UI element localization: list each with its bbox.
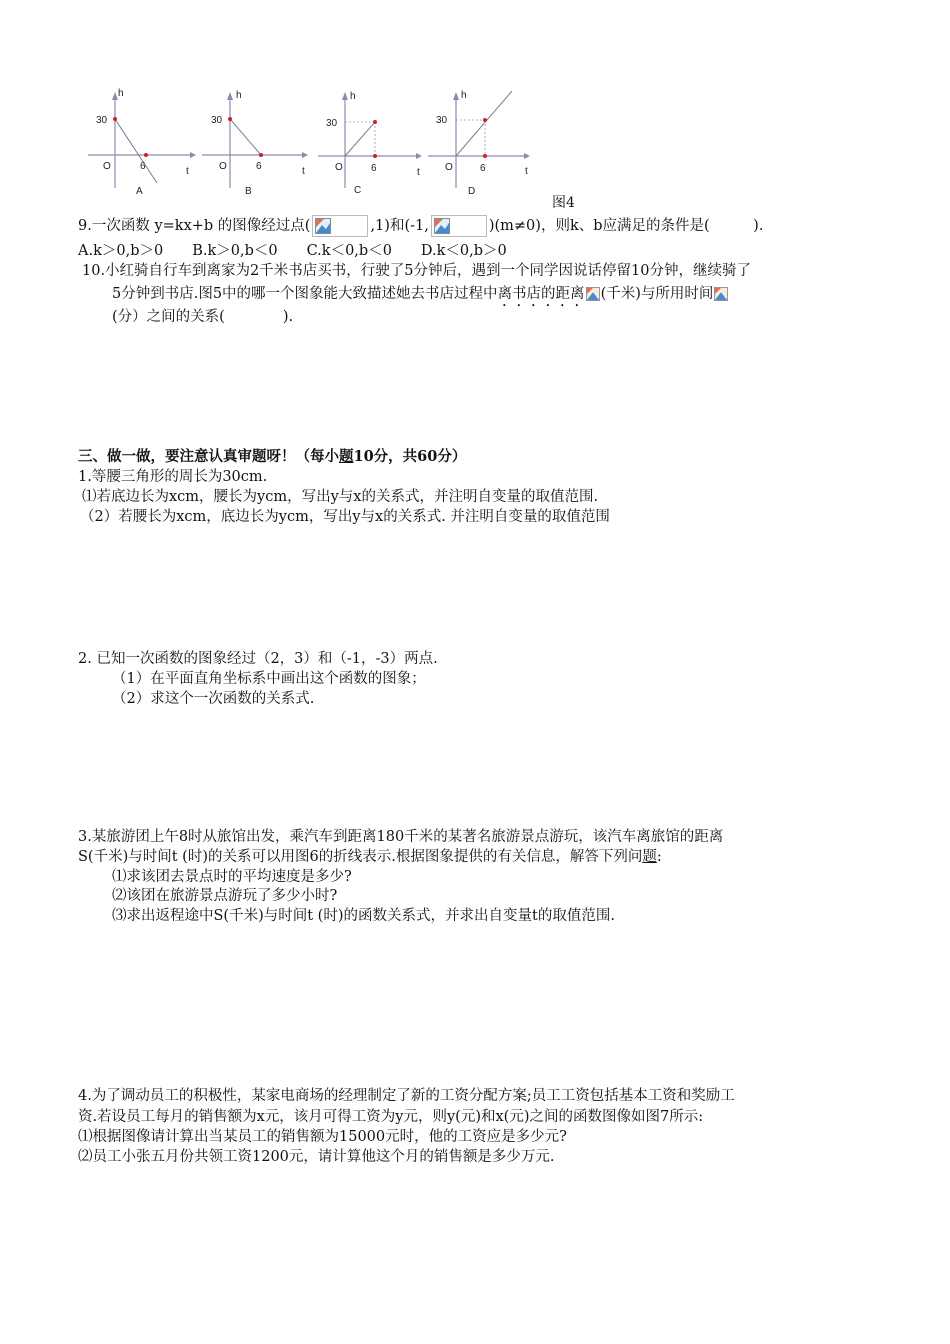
- graph-b: [202, 88, 314, 200]
- problem-1-sub-1: ⑴若底边长为xcm，腰长为ycm，写出y与x的关系式，并注明自变量的取值范围.: [82, 489, 599, 505]
- y-tick-label: 30: [96, 115, 108, 126]
- axis-label-t: t: [525, 166, 528, 177]
- problem-2-sub-1: （1）在平面直角坐标系中画出这个函数的图象；: [112, 671, 426, 687]
- problem-3-text-2a: S(千米)与时间t (时)的关系可以用图6的折线表示.根据图象提供的有关信息，解答下列问: [78, 849, 643, 865]
- graph-d-plot: [428, 88, 540, 200]
- question-9-text-3: )(m≠0)，则k、b应满足的条件是( ).: [488, 218, 764, 234]
- broken-image-placeholder: [431, 215, 487, 237]
- x-tick-label: 6: [140, 161, 146, 172]
- axis-label-t: t: [186, 166, 189, 177]
- figure-4-caption: 图4: [552, 195, 575, 211]
- axis-label-h: h: [350, 91, 356, 102]
- origin-label: O: [335, 162, 343, 173]
- graph-d: [428, 88, 540, 200]
- section-3-heading-text-b: 题: [339, 448, 354, 465]
- problem-4-sub-2: ⑵员工小张五月份共领工资1200元，请计算他这个月的销售额是多少万元.: [78, 1149, 555, 1165]
- x-tick-label: 6: [480, 163, 486, 174]
- problem-4-sub-1: ⑴根据图像请计算出当某员工的销售额为15000元时，他的工资应是多少元?: [78, 1129, 567, 1145]
- x-tick-label: 6: [256, 161, 262, 172]
- y-tick-label: 30: [436, 115, 448, 126]
- problem-4-line-2: 资.若设员工每月的销售额为x元，该月可得工资为y元，则y(元)和x(元)之间的函数图像如图7所示:: [78, 1109, 704, 1125]
- problem-4-line-1: 4.为了调动员工的积极性，某家电商场的经理制定了新的工资分配方案;员工工资包括基本工资和奖励工: [78, 1088, 735, 1104]
- graph-c-plot: [318, 88, 430, 200]
- y-tick-label: 30: [326, 118, 338, 129]
- image-icon: [586, 287, 600, 301]
- axis-label-t: t: [302, 166, 305, 177]
- section-3-heading: [78, 445, 466, 466]
- graph-c: [318, 88, 430, 200]
- problem-2-sub-2: （2）求这个一次函数的关系式.: [112, 691, 315, 707]
- problem-3-sub-3: ⑶求出返程途中S(千米)与时间t (时)的函数关系式，并求出自变量t的取值范围.: [112, 908, 615, 924]
- graph-a: [88, 88, 200, 200]
- problem-3-sub-1: ⑴求该团去景点时的平均速度是多少?: [112, 869, 352, 885]
- question-10-text-2a: 5分钟到书店.图5中的哪一个图象能大致描述她去书店过程中: [112, 286, 498, 302]
- broken-image-placeholder: [312, 215, 368, 237]
- problem-3-sub-2: ⑵该团在旅游景点游玩了多少小时?: [112, 888, 338, 904]
- question-9-text-2: ,1)和(-1,: [370, 218, 429, 234]
- problem-3-line-1: 3.某旅游团上午8时从旅馆出发，乘汽车到距离180千米的某著名旅游景点游玩，该汽车离旅馆的距离: [78, 829, 724, 845]
- problem-3-text-2c: :: [656, 849, 662, 865]
- graph-letter: B: [245, 186, 252, 197]
- section-3-heading-text-a: 三、做一做，要注意认真审题呀！（每小: [78, 448, 339, 465]
- graph-letter: C: [354, 185, 362, 196]
- graph-a-plot: [88, 88, 200, 200]
- x-tick-label: 6: [371, 163, 377, 174]
- y-tick-label: 30: [211, 115, 223, 126]
- graph-letter: D: [468, 186, 476, 197]
- axis-label-h: h: [118, 88, 124, 99]
- problem-1-title: 1.等腰三角形的周长为30cm.: [78, 469, 268, 485]
- origin-label: O: [219, 161, 227, 172]
- problem-3-line-2: [78, 845, 662, 866]
- origin-label: O: [103, 161, 111, 172]
- question-10-text-2c: (千米)与所用时间: [600, 286, 714, 302]
- origin-label: O: [445, 162, 453, 173]
- image-icon: [714, 287, 728, 301]
- question-9-options: A.k＞0,b＞0 B.k＞0,b＜0 C.k＜0,b＜0 D.k＜0,b＞0: [78, 243, 507, 259]
- axis-label-h: h: [461, 90, 467, 101]
- problem-3-text-2b: 题: [642, 849, 657, 865]
- axis-label-h: h: [236, 90, 242, 101]
- question-9: [78, 214, 763, 237]
- graph-letter: A: [136, 186, 143, 197]
- question-10-line-1: 10.小红骑自行车到离家为2千米书店买书，行驶了5分钟后，遇到一个同学因说话停留10分钟，继续骑了: [82, 263, 751, 279]
- axis-label-t: t: [417, 167, 420, 178]
- image-icon: [315, 218, 331, 234]
- problem-2-title: 2. 已知一次函数的图象经过（2，3）和（-1，-3）两点.: [78, 651, 438, 667]
- graph-b-plot: [202, 88, 314, 200]
- question-10-line-3: (分）之间的关系( ).: [112, 309, 294, 325]
- emphasized-text: 离书店的距离: [497, 286, 585, 302]
- question-9-text-1: 9.一次函数 y=kx+b 的图像经过点(: [78, 218, 311, 234]
- image-icon: [434, 218, 450, 234]
- section-3-heading-text-c: 10分，共60分）: [353, 448, 467, 465]
- problem-1-sub-2: （2）若腰长为xcm，底边长为ycm，写出y与x的关系式. 并注明自变量的取值范围: [80, 509, 610, 525]
